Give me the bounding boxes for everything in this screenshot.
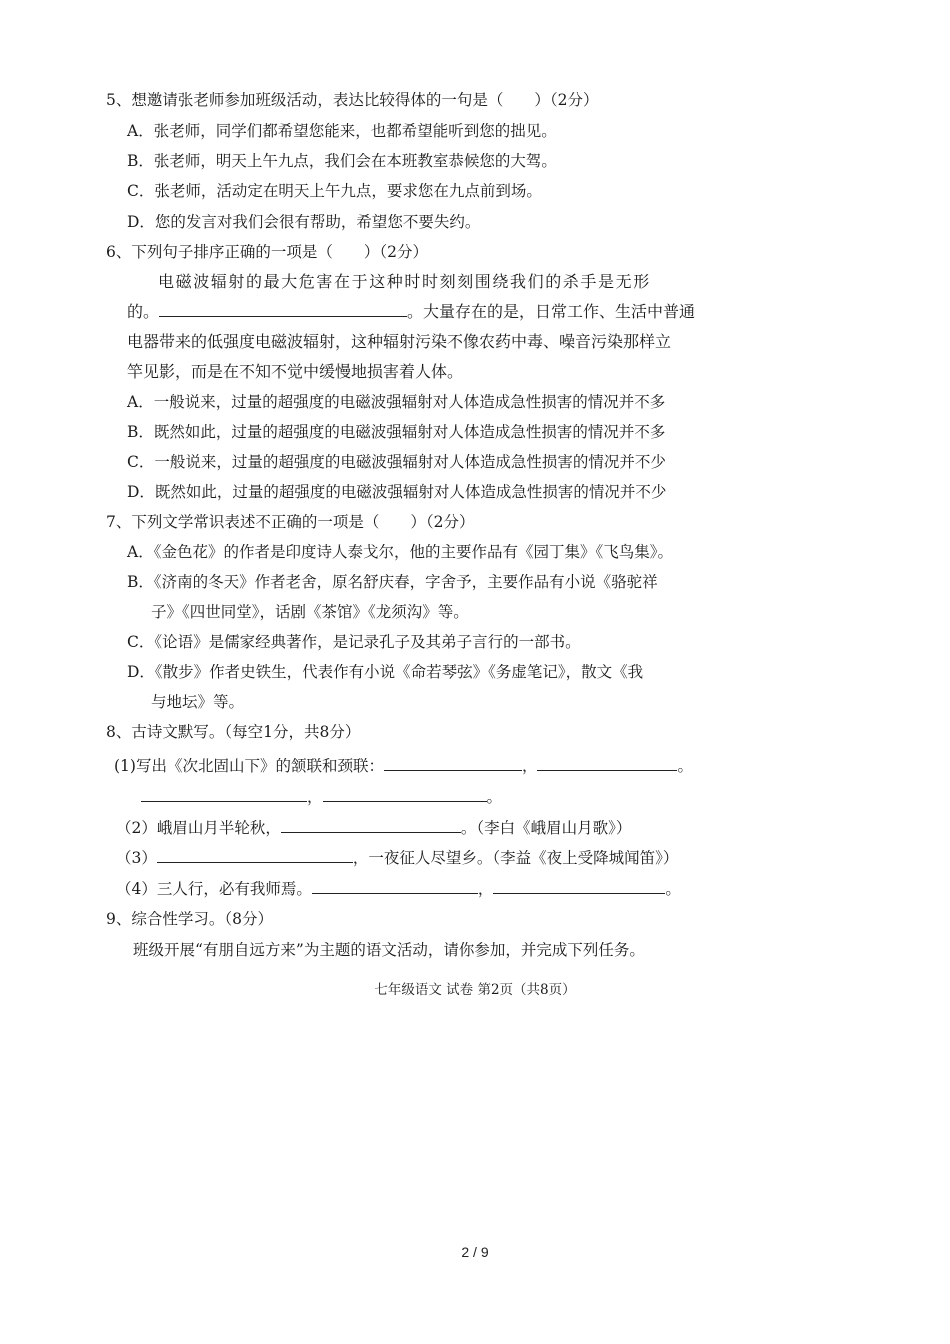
q6-option-a: A．一般说来，过量的超强度的电磁波强辐射对人体造成急性损害的情况并不多: [127, 393, 666, 411]
q5-option-c: C．张老师，活动定在明天上午九点，要求您在九点前到场。: [127, 182, 542, 200]
q5-option-b: B．张老师，明天上午九点，我们会在本班教室恭候您的大驾。: [127, 152, 557, 170]
q7-option-d-line-1: D．《散步》作者史铁生，代表作有小说《命若琴弦》《务虚笔记》，散文《我: [127, 663, 644, 681]
q7-option-b-line-1: B．《济南的冬天》作者老舍，原名舒庆春，字舍予，主要作品有小说《骆驼祥: [127, 573, 658, 591]
q8-blank-7[interactable]: [312, 879, 478, 894]
q8-item-2: [116, 818, 631, 838]
q8-period: 。: [677, 757, 693, 775]
q6-paragraph-line-4: 竿见影，而是在不知不觉中缓慢地损害着人体。: [127, 362, 464, 381]
q7-option-d-line-2: 与地坛》等。: [151, 693, 245, 711]
q8-item-1-continued: [141, 787, 502, 807]
exam-footer: 七年级语文 试卷 第2页（共8页）: [374, 982, 576, 998]
page-indicator: 2 / 9: [461, 1244, 489, 1260]
q6-paragraph-line-1: 电磁波辐射的最大危害在于这种时时刻刻围绕我们的杀手是无形: [158, 272, 651, 291]
q8-period: 。: [665, 880, 681, 898]
q8-period: 。: [486, 788, 503, 806]
q5-option-d: D．您的发言对我们会很有帮助，希望您不要失约。: [127, 213, 481, 231]
q7-stem: 7、下列文学常识表述不正确的一项是（ ）（2分）: [106, 513, 475, 531]
q6-option-d: D．既然如此，过量的超强度的电磁波强辐射对人体造成急性损害的情况并不少: [127, 483, 667, 501]
q6-paragraph-line-2: [127, 302, 695, 322]
q8-item-3-source: ，一夜征人尽望乡。（李益《夜上受降城闻笛》）: [352, 849, 679, 867]
q8-comma: ，: [521, 757, 538, 775]
q8-blank-6[interactable]: [157, 848, 353, 863]
q7-option-b-line-2: 子》《四世同堂》，话剧《茶馆》《龙须沟》等。: [151, 603, 469, 621]
q5-stem: 5、想邀请张老师参加班级活动，表达比较得体的一句是（ ）（2分）: [106, 91, 599, 109]
q6-para-start: 的。: [127, 302, 160, 321]
q7-option-a: A．《金色花》的作者是印度诗人泰戈尔，他的主要作品有《园丁集》《飞鸟集》。: [127, 543, 673, 561]
q9-stem: 9、综合性学习。（8分）: [106, 910, 273, 928]
q8-item-4-prompt: （4）三人行，必有我师焉。: [116, 880, 312, 898]
q8-item-4: [116, 879, 681, 899]
q8-blank-5[interactable]: [281, 818, 461, 833]
q8-comma: ，: [477, 880, 494, 898]
q7-option-c: C．《论语》是儒家经典著作，是记录孔子及其弟子言行的一部书。: [127, 633, 581, 651]
q8-item-3-prompt: （3）: [116, 849, 157, 867]
q8-blank-1[interactable]: [384, 756, 522, 771]
q6-para-end: 。大量存在的是，日常工作、生活中普通: [407, 302, 696, 321]
q8-blank-3[interactable]: [141, 787, 307, 802]
q8-comma: ，: [307, 788, 323, 806]
q8-blank-2[interactable]: [537, 756, 677, 771]
q6-paragraph-line-3: 电器带来的低强度电磁波辐射，这种辐射污染不像农药中毒、噪音污染那样立: [127, 332, 672, 351]
q8-item-2-source: 。（李白《峨眉山月歌》）: [460, 819, 632, 837]
q8-blank-4[interactable]: [323, 787, 487, 802]
q8-item-1-prompt: (1)写出《次北固山下》的颔联和颈联：: [114, 757, 384, 775]
q5-option-a: A．张老师，同学们都希望您能来，也都希望能听到您的拙见。: [127, 122, 557, 140]
q8-item-3: [116, 848, 678, 868]
q8-item-1: [114, 756, 693, 776]
q6-answer-blank[interactable]: [159, 302, 407, 317]
q8-stem: 8、古诗文默写。（每空1分，共8分）: [106, 723, 361, 741]
q6-option-b: B．既然如此，过量的超强度的电磁波强辐射对人体造成急性损害的情况并不多: [127, 423, 666, 441]
q8-item-2-prompt: （2）峨眉山月半轮秋，: [116, 819, 281, 837]
q6-option-c: C．一般说来，过量的超强度的电磁波强辐射对人体造成急性损害的情况并不少: [127, 453, 666, 471]
q9-intro: 班级开展“有朋自远方来”为主题的语文活动，请你参加，并完成下列任务。: [133, 941, 645, 959]
q6-stem: 6、下列句子排序正确的一项是（ ）（2分）: [106, 243, 428, 261]
q8-blank-8[interactable]: [493, 879, 665, 894]
